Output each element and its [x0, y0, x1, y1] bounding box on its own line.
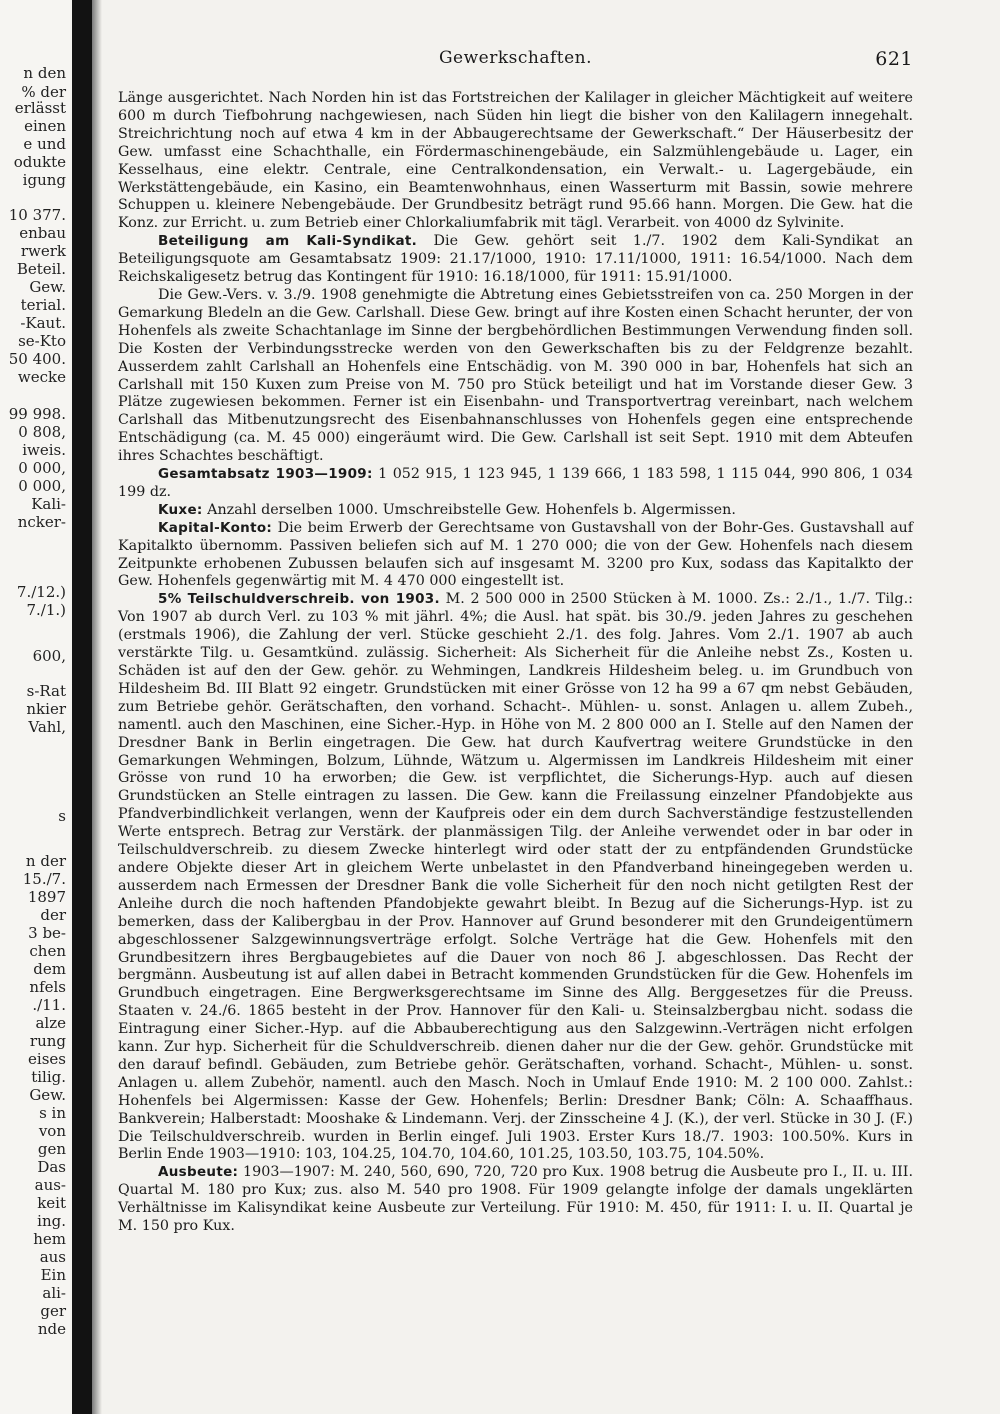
margin-fragment: von — [38, 1122, 66, 1140]
margin-fragment: ing. — [37, 1212, 66, 1230]
paragraph — [118, 502, 913, 520]
section-heading: Beteiligung am Kali-Syndikat. — [158, 233, 418, 250]
margin-fragment: s in — [39, 1104, 66, 1122]
paragraph — [118, 520, 913, 592]
margin-fragment: ./11. — [32, 996, 66, 1014]
margin-fragment: rung — [29, 1032, 66, 1050]
running-title: Gewerkschaften. — [438, 48, 593, 68]
margin-fragment: 0 000, — [18, 477, 66, 495]
margin-fragment: nkier — [26, 700, 66, 718]
margin-fragment: erlässt — [14, 99, 66, 117]
margin-fragment: Kali- — [31, 495, 66, 513]
margin-fragment: 15./7. — [22, 870, 66, 888]
margin-fragment: alze — [35, 1014, 66, 1032]
paragraph — [118, 591, 913, 1164]
paragraph — [118, 90, 913, 233]
paragraph — [118, 466, 913, 502]
margin-fragment: einen — [24, 117, 66, 135]
book-gutter — [72, 0, 92, 1414]
margin-fragment: -Kaut. — [20, 314, 66, 332]
margin-fragment: chen — [29, 942, 66, 960]
margin-fragment: nde — [37, 1320, 66, 1338]
margin-fragment: hem — [33, 1230, 66, 1248]
margin-fragment: 7./12.) — [16, 583, 66, 601]
margin-fragment: gen — [37, 1140, 66, 1158]
section-heading: 5% Teilschuldverschreib. von 1903. — [158, 591, 440, 608]
margin-fragment: Gew. — [29, 278, 66, 296]
margin-fragment: wecke — [17, 368, 66, 386]
margin-fragment: igung — [22, 171, 66, 189]
paragraph-text: Die Gew. gehört seit 1./7. 1902 dem Kali-Syndikat an Beteiligungsquote am Gesamtabsatz 1909: 21.17/1000, 1910: 17.11/1000, 1911: 16.54/1000. Nach dem Reichskaligesetz betrug das Kontingent für 1910: 16.18/1000, für 1911: 15.91/1000. — [118, 233, 913, 286]
margin-fragment: tilig. — [31, 1068, 66, 1086]
margin-fragment: enbau — [19, 224, 66, 242]
margin-fragment: 3 be- — [28, 924, 66, 942]
paragraph — [118, 1164, 913, 1236]
previous-page-margin — [0, 0, 70, 1414]
margin-fragment: s — [58, 807, 66, 825]
margin-fragment: se-Kto — [18, 332, 66, 350]
margin-fragment: Ein — [40, 1266, 66, 1284]
paragraph-text: M. 2 500 000 in 2500 Stücken à M. 1000. Zs.: 2./1., 1./7. Tilg.: Von 1907 ab durch Verl. zu 103 % mit jährl. 4%; die Ausl. hat spät. bis 30./9. jeden Jahres zu geschehen (erstmals 1906), die Zahlung der verl. Stücke geschieht 2./1. des folg. Jahres. Vom 2./1. 1907 ab auch verstärkte Tilg. u. Gesamtkünd. zulässig. Sicherheit: Als Sicherheit für die Anleihe nebst Zs., Kosten u. Schäden ist auf den der Gew. gehör. zu Wehmingen, Landkreis Hildesheim beleg. u. im Grundbuch von Hildesheim Bd. III Blatt 92 eingetr. Grundstücken mit einer Grösse von 12 ha 99 a 67 qm nebst Gebäuden, zum Betriebe gehör. Gerätschaften, den vorhand. Schacht-. Mühlen- u. sonst. Anlagen u. allem Zubeh., namentl. auch den Maschinen, eine Sicher.-Hyp. in Höhe von M. 2 800 000 an I. Stelle auf den Namen der Dresdner Bank in Berlin eingetragen. Die Gew. hat durch Kaufvertrag weitere Grundstücke in den Gemarkungen Wehmingen, Bolzum, Lühnde, Wätzum u. Algermissen im Landkreis Hildesheim mit einer Grösse von rund 10 ha erworben; die Gew. ist verpflichtet, die Sicherungs-Hyp. auch auf diesen Grundstücken an Stelle eintragen zu lassen. Die Gew. kann die Freilassung einzelner Pfandobjekte aus Pfandverbindlichkeit verlangen, wenn der Kaufpreis oder ein dem durch Sachverständige festzustellenden Werte entsprech. Betrag zur Verstärk. der planmässigen Tilg. der Anleihe verwendet oder in bar oder in Teilschuldverschreib. zu diesem Zwecke hinterlegt wird oder statt der zu entpfändenden Grundstücke andere Objekte dieser Art in gleichem Werte unbelastet in den Pfandverband hineingegeben werden u. ausserdem nach Ermessen der Dresdner Bank die volle Sicherheit für den noch nicht getilgten Rest der Anleihe durch die noch haftenden Pfandobjekte gewahrt bleibt. In Bezug auf die Sicherungs-Hyp. ist zu bemerken, dass der Kalibergbau in der Prov. Hannover auf Grund besonderer mit den Grundeigentümern abgeschlossener Salzgewinnungsverträge erfolgt. Solche Verträge hat die Gew. Hohenfels mit den Grundbesitzern ihres Bergbaugebietes auf die Dauer von noch 86 J. abgeschlossen. Das Recht der bergmänn. Ausbeutung ist auf allen dabei in Betracht kommenden Grundstücken für die Gew. Hohenfels im Grundbuch eingetragen. Eine Bergwerksgerechtsame im Sinne des Allg. Berggesetzes für die Preuss. Staaten v. 24./6. 1865 besteht in der Prov. Hannover für den Kali- u. Steinsalzbergbau nicht. sodass die Eintragung einer Sicher.-Hyp. auf die Abbauberechtigung aus den Salzgewinn.-Verträgen nicht erfolgen kann. Zur hyp. Sicherheit für die Schuldverschreib. dienen daher nur die der Gew. gehör. Grundstücke mit den darauf befindl. Gebäuden, zum Betriebe gehör. Gerätschaften, vorhand. Schacht-, Mühlen- u. sonst. Anlagen u. allem Zubehör, namentl. auch den Masch. Noch in Umlauf Ende 1910: M. 2 100 000. Zahlst.: Hohenfels bei Algermissen: Kasse der Gew. Hohenfels; Berlin: Dresdner Bank; Cöln: A. Schaaffhaus. Bankverein; Halberstadt: Mooshake & Lindemann. Verj. der Zinsscheine 4 J. (K.), der verl. Stücke in 30 J. (F.) Die Teilschuldverschreib. wurden in Berlin eingef. Juli 1903. Erster Kurs 18./7. 1903: 100.50%. Kurs in Berlin Ende 1903—1910: 103, 104.25, 104.70, 104.60, 101.25, 103.50, 103.75, 104.50%. — [118, 591, 913, 1163]
page — [118, 48, 913, 1236]
margin-fragment: 0 808, — [18, 423, 66, 441]
paragraph-text: Die beim Erwerb der Gerechtsame von Gustavshall von der Bohr-Ges. Gustavshall auf Kapitalkto übernomm. Passiven beliefen sich auf M. 1 270 000; die von der Gew. Hohenfels nach diesem Zeitpunkte erhobenen Zubussen belaufen sich auf insgesamt M. 3200 pro Kux, sodass das Kapitalkto der Gew. Hohenfels gegenwärtig mit M. 4 470 000 eingestellt ist. — [118, 519, 913, 590]
margin-fragment: ncker- — [17, 513, 66, 531]
paragraph-text: 1903—1907: M. 240, 560, 690, 720, 720 pro Kux. 1908 betrug die Ausbeute pro I., II. u. III. Quartal M. 180 pro Kux; zus. also M. 540 pro 1908. Für 1909 gelangte infolge der damals ungeklärten Verhältnisse im Kalisyndikat keine Ausbeute zur Verteilung. Für 1910: M. 450, für 1911: I. u. II. Quartal je M. 150 pro Kux. — [118, 1164, 913, 1235]
margin-fragment: der — [40, 906, 66, 924]
paragraph-text: 1 052 915, 1 123 945, 1 139 666, 1 183 598, 1 115 044, 990 806, 1 034 199 dz. — [118, 466, 913, 500]
margin-fragment: ali- — [42, 1284, 66, 1302]
paragraph-text: Die Gew.-Vers. v. 3./9. 1908 genehmigte die Abtretung eines Gebietsstreifen von ca. 250 Morgen in der Gemarkung Bledeln an die Gew. Carlshall. Diese Gew. bringt auf ihre Kosten einen Schacht herunter, der von Hohenfels als zweite Schachtanlage im Sinne der bergbehördlichen Bestimmungen Verwendung finden soll. Die Kosten der Verbindungsstrecke werden von den Gewerkschaften bis zu der Feldgrenze bezahlt. Ausserdem zahlt Carlshall an Hohenfels eine Entschädig. von M. 390 000 in bar, Hohenfels hat sich an Carlshall mit 150 Kuxen zum Preise von M. 750 pro Stück beteiligt und hat im Vorstande dieser Gew. 3 Plätze zugewiesen bekommen. Ferner ist ein Eisenbahn- und Transportvertrag vereinbart, nach welchem Carlshall das Mitbenutzungsrecht des Eisenbahnanschlusses von Hohenfels gegen eine entsprechende Entschädigung (ca. M. 45 000) eingeräumt wird. Die Gew. Carlshall ist seit Sept. 1910 mit dem Abteufen ihres Schachtes beschäftigt. — [118, 286, 913, 465]
margin-fragment: keit — [37, 1194, 66, 1212]
section-heading: Ausbeute: — [158, 1164, 239, 1181]
margin-fragment: s-Rat — [26, 682, 66, 700]
paragraph-text: Anzahl derselben 1000. Umschreibstelle Gew. Hohenfels b. Algermissen. — [202, 501, 736, 518]
margin-fragment: 50 400. — [8, 350, 66, 368]
margin-fragment: ger — [40, 1302, 66, 1320]
section-heading: Kuxe: — [158, 501, 203, 518]
margin-fragment: % der — [21, 83, 66, 101]
margin-fragment: aus- — [34, 1176, 66, 1194]
margin-fragment: n der — [25, 852, 66, 870]
margin-fragment: Beteil. — [16, 260, 66, 278]
margin-fragment: terial. — [20, 296, 66, 314]
margin-fragment: rwerk — [20, 242, 66, 260]
margin-fragment: Vahl, — [28, 718, 66, 736]
margin-fragment: iweis. — [22, 441, 66, 459]
margin-fragment: 10 377. — [8, 206, 66, 224]
gutter-shadow — [92, 0, 102, 1414]
margin-fragment: eises — [28, 1050, 66, 1068]
page-number: 621 — [875, 48, 913, 70]
margin-fragment: 7./1.) — [26, 601, 66, 619]
article-body — [118, 90, 913, 1236]
paragraph — [118, 287, 913, 466]
margin-fragment: Das — [37, 1158, 66, 1176]
margin-fragment: nfels — [29, 978, 66, 996]
paragraph-text: Länge ausgerichtet. Nach Norden hin ist das Fortstreichen der Kalilager in gleicher Mächtigkeit auf weitere 600 m durch Tiefbohrung nachgewiesen, nach Süden hin liegt die bisher von den Kalilagern innegehalt. Streichrichtung noch auf etwa 4 km in der Abbaugerechtsame der Gewerkschaft.“ Der Häuserbesitz der Gew. umfasst eine Schachthalle, ein Fördermaschinengebäude, ein Salzmühlengebäude u. Lager, ein Kesselhaus, eine elektr. Centrale, eine Centralkondensation, ein Verwalt.- u. Lagergebäude, ein Werkstättengebäude, ein Kasino, ein Beamtenwohnhaus, einen Wasserturm mit Bassin, sowie mehrere Schuppen u. kleinere Nebengebäude. Der Grundbesitz beträgt rund 95.66 hann. Morgen. Die Gew. hat die Konz. zur Erricht. u. zum Betrieb einer Chlorkaliumfabrik mit tägl. Verarbeit. von 4000 dz Sylvinite. — [118, 90, 913, 232]
margin-fragment: odukte — [13, 153, 66, 171]
margin-fragment: Gew. — [29, 1086, 66, 1104]
margin-fragment: n den — [23, 64, 66, 82]
margin-fragment: 99 998. — [8, 405, 66, 423]
margin-fragment: 1897 — [27, 888, 66, 906]
margin-fragment: 600, — [32, 647, 66, 665]
paragraph — [118, 233, 913, 287]
margin-fragment: e und — [23, 135, 66, 153]
page-header — [118, 48, 913, 78]
section-heading: Kapital-Konto: — [158, 519, 273, 536]
section-heading: Gesamtabsatz 1903—1909: — [158, 466, 373, 483]
margin-fragment: aus — [39, 1248, 66, 1266]
margin-fragment: dem — [33, 960, 66, 978]
margin-fragment: 0 000, — [18, 459, 66, 477]
